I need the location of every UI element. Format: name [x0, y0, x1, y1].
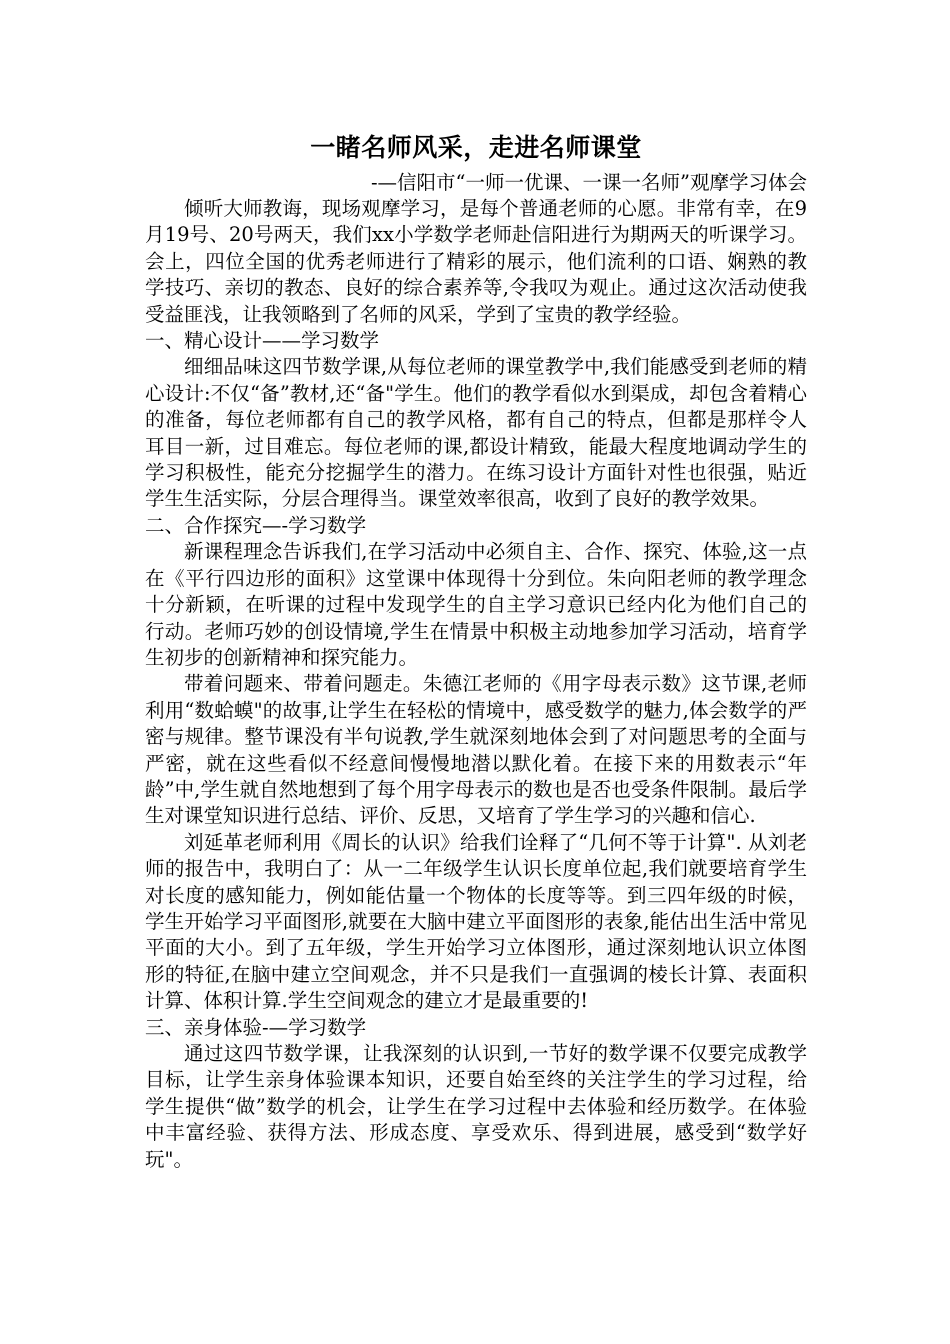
intro-paragraph: 倾听大师教诲，现场观摩学习，是每个普通老师的心愿。非常有幸，在9月19号、20号两天，我们xx小学数学老师赴信阳进行为期两天的听课学习。会上，四位全国的优秀老师进行了精彩的展示，他们流利的口语、娴熟的教学技巧、亲切的教态、良好的综合素养等,令我叹为观止。通过这次活动使我受益匪浅，让我领略到了名师的风采，学到了宝贵的教学经验。: [145, 197, 807, 326]
section-3-heading: 三、亲身体验-—学习数学: [145, 1015, 367, 1039]
section-1-heading: 一、精心设计——学习数学: [145, 329, 380, 353]
document-subtitle: -—信阳市“一师一优课、一课一名师”观摩学习体会: [370, 171, 807, 194]
section-2-paragraph-1: 新课程理念告诉我们,在学习活动中必须自主、合作、探究、体验,这一点在《平行四边形的面积》这堂课中体现得十分到位。朱向阳老师的教学理念十分新颖，在听课的过程中发现学生的自主学习意识已经内化为他们自己的行动。老师巧妙的创设情境,学生在情景中积极主动地参加学习活动，培育学生初步的创新精神和探究能力。: [145, 540, 807, 669]
section-2-heading: 二、合作探究—-学习数学: [145, 513, 367, 537]
section-1-paragraph-1: 细细品味这四节数学课,从每位老师的课堂教学中,我们能感受到老师的精心设计:不仅“备”教材,还“备"学生。他们的教学看似水到渠成，却包含着精心的准备，每位老师都有自己的教学风格，都有自己的特点，但都是那样令人耳目一新，过目难忘。每位老师的课,都设计精致，能最大程度地调动学生的学习积极性，能充分挖掘学生的潜力。在练习设计方面针对性也很强，贴近学生生活实际，分层合理得当。课堂效率很高，收到了良好的教学效果。: [145, 355, 807, 511]
document-page: [145, 128, 807, 1173]
section-2-paragraph-3: 刘延革老师利用《周长的认识》给我们诠释了“几何不等于计算". 从刘老师的报告中，我明白了：从一二年级学生认识长度单位起,我们就要培育学生对长度的感知能力，例如能估量一个物体的长度等等。到三四年级的时候，学生开始学习平面图形,就要在大脑中建立平面图形的表象,能估出生活中常见平面的大小。到了五年级，学生开始学习立体图形，通过深刻地认识立体图形的特征,在脑中建立空间观念，并不只是我们一直强调的棱长计算、表面积计算、体积计算.学生空间观念的建立才是最重要的!: [145, 830, 807, 1013]
document-title: 一睹名师风采，走进名师课堂: [310, 133, 642, 162]
section-3-paragraph-1: 通过这四节数学课，让我深刻的认识到,一节好的数学课不仅要完成教学目标，让学生亲身体验课本知识，还要自始至终的关注学生的学习过程，给学生提供“做”数学的机会，让学生在学习过程中去体验和经历数学。在体验中丰富经验、获得方法、形成态度、享受欢乐、得到进展，感受到“数学好玩"。: [145, 1042, 807, 1171]
section-2-paragraph-2: 带着问题来、带着问题走。朱德江老师的《用字母表示数》这节课,老师利用“数蛤蟆"的故事,让学生在轻松的情境中，感受数学的魅力,体会数学的严密与规律。整节课没有半句说教,学生就深刻地体会到了对问题思考的全面与严密，就在这些看似不经意间慢慢地潜以默化着。在接下来的用数表示“年龄”中,学生就自然地想到了每个用字母表示的数也是否也受条件限制。最后学生对课堂知识进行总结、评价、反思，又培育了学生学习的兴趣和信心.: [145, 672, 807, 828]
